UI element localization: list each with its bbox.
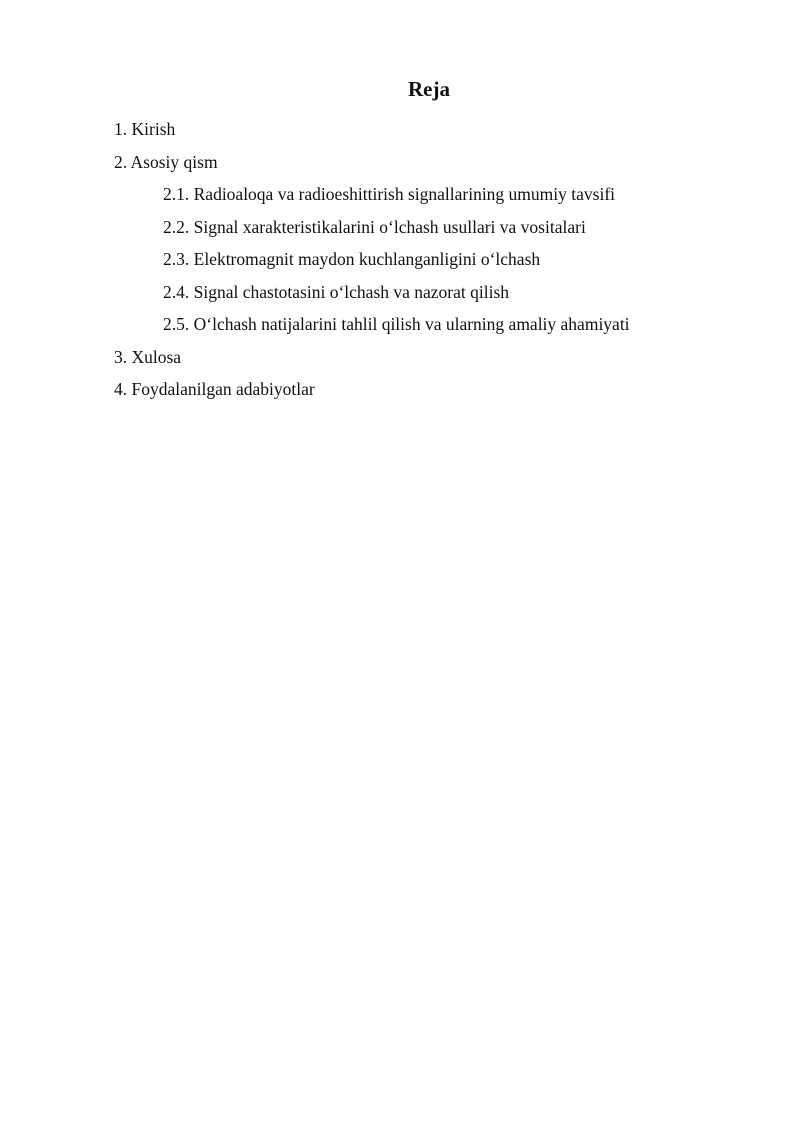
toc-subitem-2-4: 2.4. Signal chastotasini o‘lchash va nazorat qilish [163, 281, 510, 302]
toc-subitem-2-5: 2.5. O‘lchash natijalarini tahlil qilish va ularning amaliy ahamiyati [163, 314, 630, 334]
toc-subitem-2-1: 2.1. Radioaloqa va radioeshittirish signallarining umumiy tavsifi [163, 184, 616, 204]
toc-item-xulosa: 3. Xulosa [114, 346, 182, 367]
toc-item-adabiyotlar: 4. Foydalanilgan adabiyotlar [114, 379, 315, 399]
page-title: Reja [408, 77, 450, 101]
table-of-contents [114, 113, 754, 406]
toc-subitem-2-2: 2.2. Signal xarakteristikalarini o‘lchash usullari va vositalari [163, 216, 586, 237]
toc-item-kirish: 1. Kirish [114, 119, 176, 139]
toc-subitem-2-3: 2.3. Elektromagnit maydon kuchlanganligini o‘lchash [163, 249, 541, 269]
toc-item-asosiy-qism: 2. Asosiy qism [114, 151, 218, 172]
